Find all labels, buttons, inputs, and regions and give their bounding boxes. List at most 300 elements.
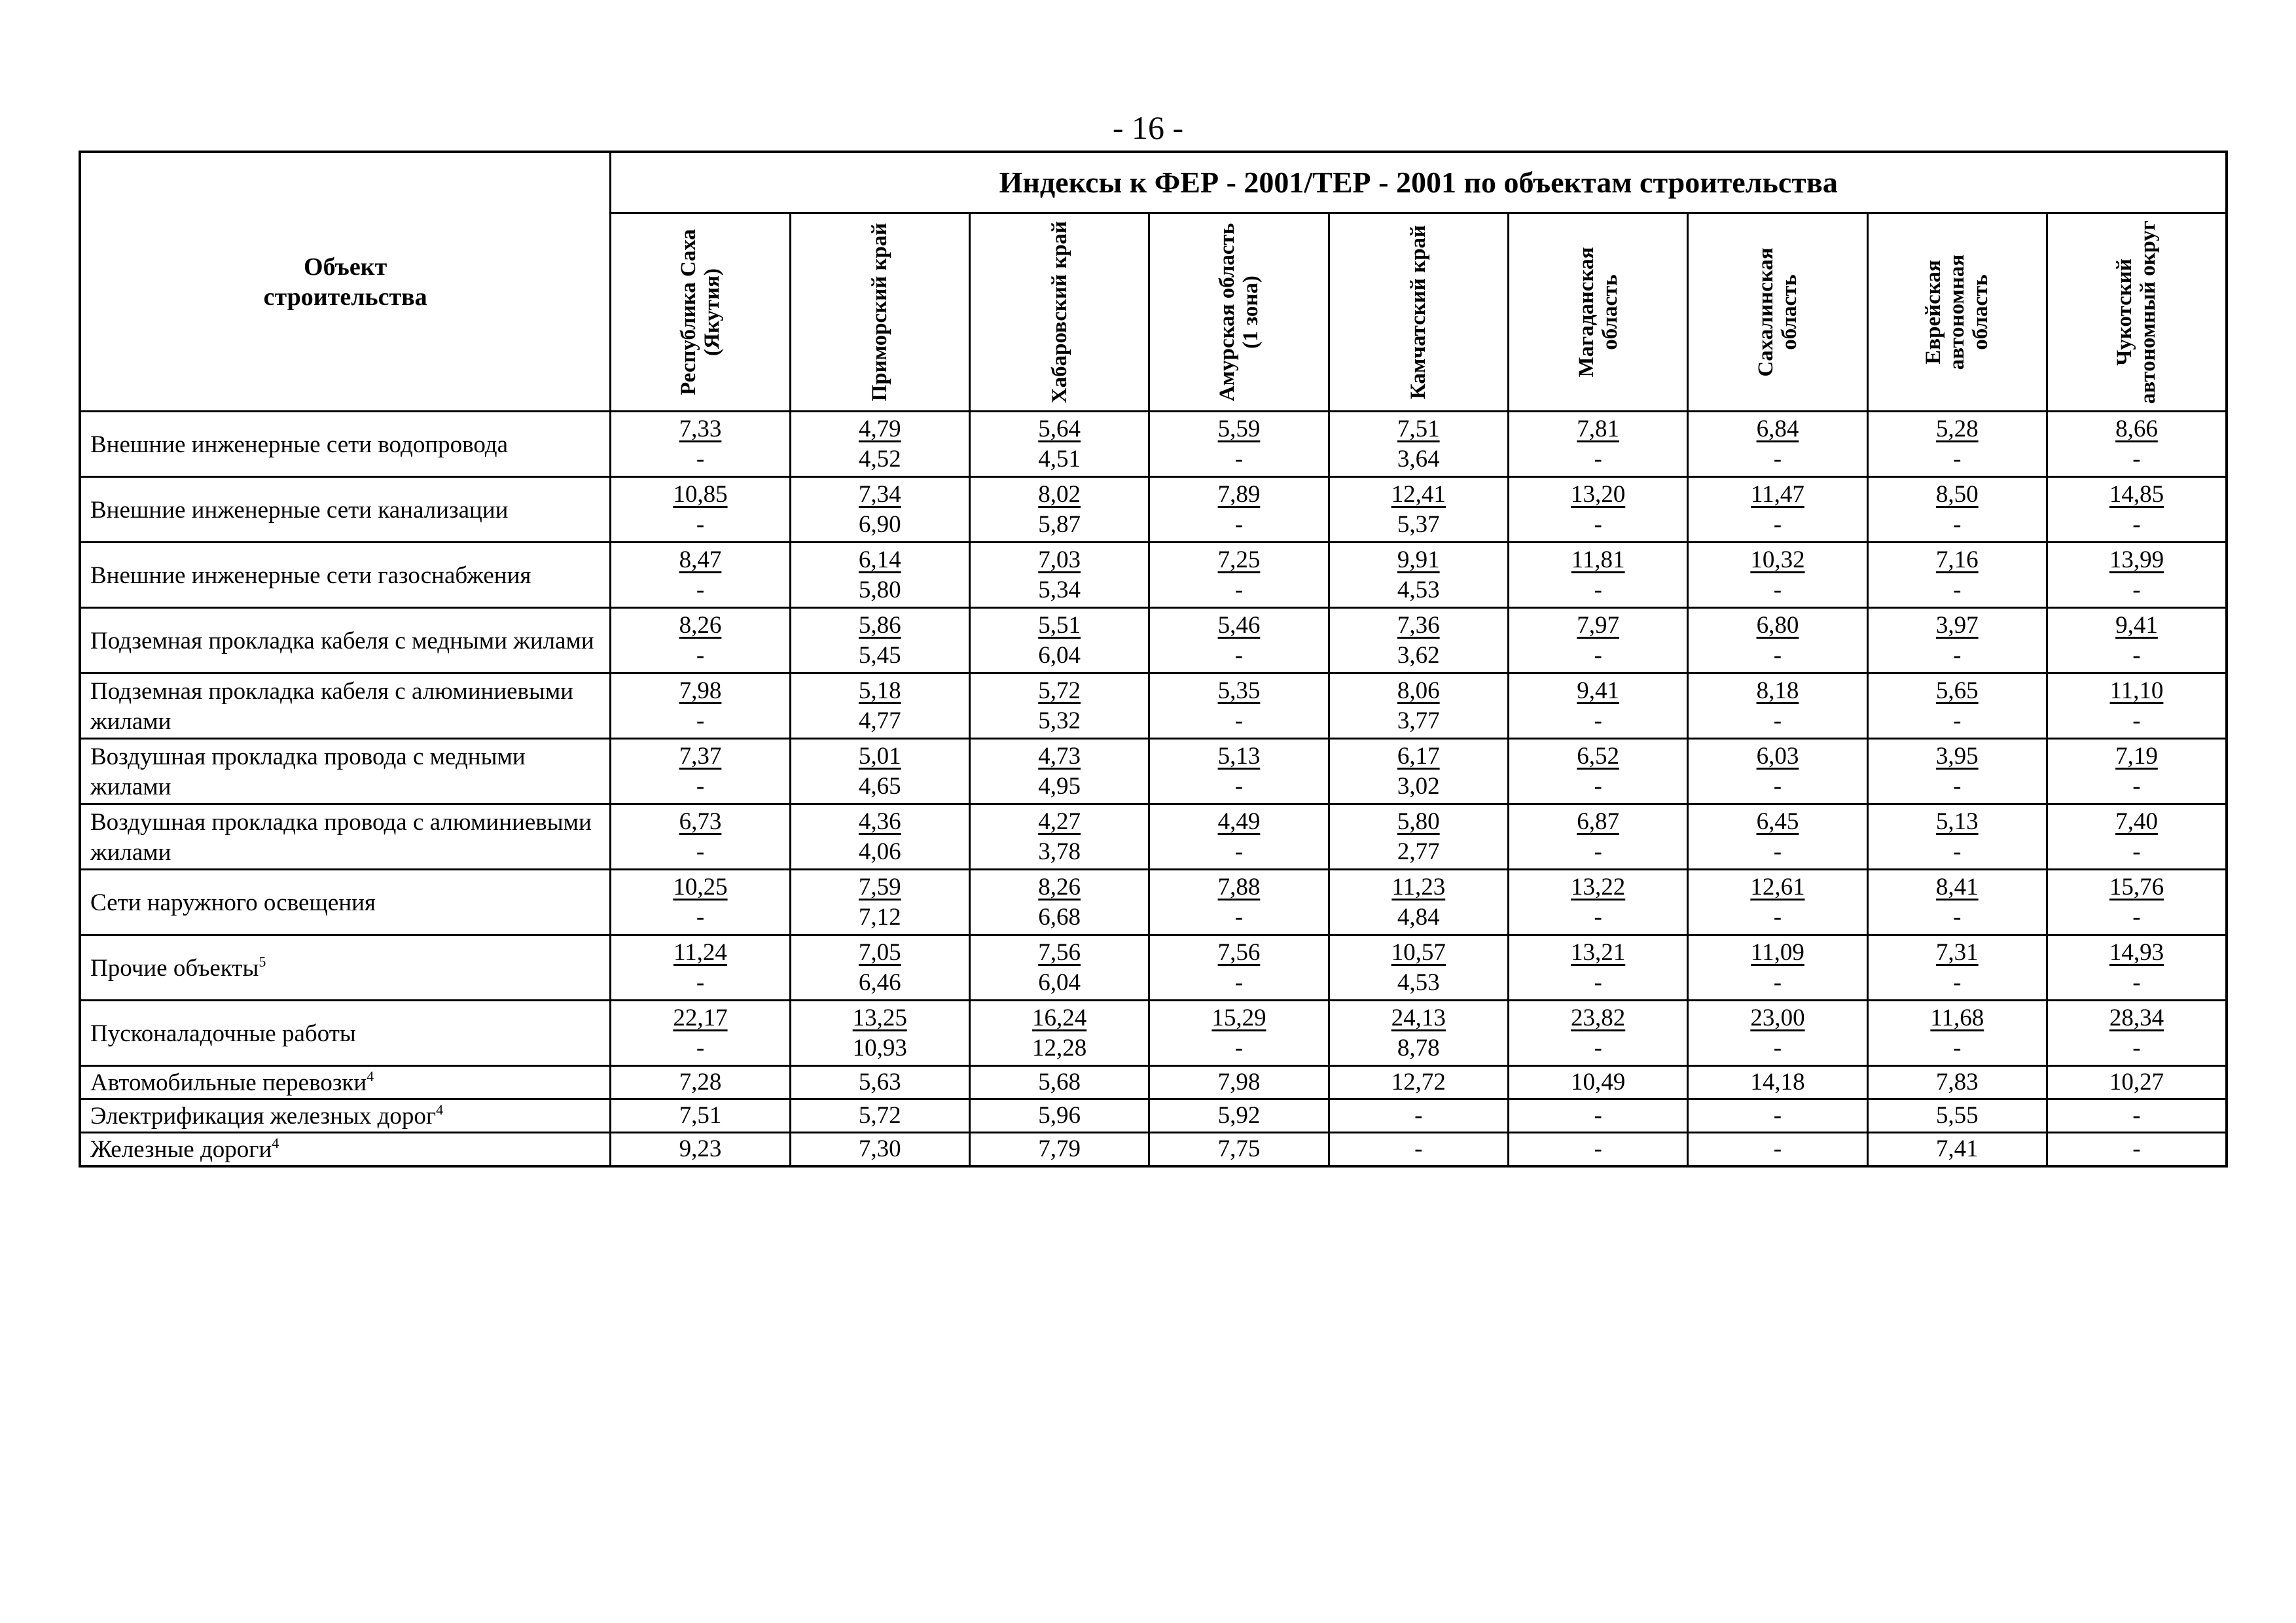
index-value-cell: [1149, 870, 1329, 935]
index-value-cell: 10,49: [1508, 1066, 1687, 1099]
object-name: Электрификация железных дорог: [90, 1103, 437, 1130]
index-value-bottom: -: [696, 576, 705, 603]
table-row: [80, 412, 2227, 477]
index-value-top: 3,95: [1935, 742, 1979, 770]
index-value-bottom: -: [696, 772, 705, 800]
index-value-top: 10,85: [673, 480, 728, 508]
index-value-top: 6,17: [1397, 742, 1440, 770]
index-value-bottom: -: [1953, 510, 1962, 538]
index-value-bottom: 12,28: [1032, 1034, 1087, 1061]
index-value-cell: [2047, 673, 2227, 739]
index-value-top: 7,40: [2115, 808, 2158, 835]
index-value-cell: [2047, 543, 2227, 608]
index-value-cell: [1329, 739, 1508, 804]
index-value-top: 4,27: [1038, 808, 1081, 835]
region-column-header: [1867, 213, 2047, 412]
construction-index-table: [79, 151, 2228, 1168]
index-value-bottom: 5,80: [858, 576, 901, 603]
index-value-bottom: 4,95: [1038, 772, 1081, 800]
index-value-top: 7,56: [1217, 938, 1261, 966]
page-number: - 16 -: [1112, 109, 1184, 146]
index-value-bottom: -: [2132, 772, 2141, 800]
index-value-bottom: 3,64: [1397, 445, 1440, 473]
table-row: [80, 1099, 2227, 1133]
index-value-cell: [1329, 673, 1508, 739]
region-column-header: [969, 213, 1149, 412]
index-value-top: 7,98: [679, 677, 722, 704]
index-value-bottom: -: [1773, 903, 1782, 931]
index-value-top: 7,34: [858, 480, 901, 508]
index-value-top: 8,02: [1038, 480, 1081, 508]
index-value-top: 7,37: [679, 742, 722, 770]
index-value-cell: [1867, 935, 2047, 1001]
index-value-top: 7,59: [858, 873, 901, 901]
index-value-bottom: -: [696, 903, 705, 931]
index-value-bottom: -: [1953, 903, 1962, 931]
index-value-top: 5,01: [858, 742, 901, 770]
index-value-cell: [1867, 608, 2047, 673]
index-value-cell: [1329, 935, 1508, 1001]
index-value-cell: 14,18: [1688, 1066, 1867, 1099]
index-value-top: 11,68: [1930, 1004, 1984, 1031]
index-value-cell: [969, 477, 1149, 543]
index-value-bottom: -: [1953, 772, 1962, 800]
index-value-cell: [1688, 804, 1867, 870]
region-column-header: [1688, 213, 1867, 412]
index-value-top: 10,32: [1750, 546, 1805, 573]
index-value-bottom: 5,34: [1038, 576, 1081, 603]
index-value-bottom: 7,12: [858, 903, 901, 931]
index-value-top: 7,33: [679, 415, 722, 442]
index-value-cell: [790, 543, 969, 608]
index-value-bottom: -: [696, 510, 705, 538]
index-value-cell: [969, 608, 1149, 673]
index-value-top: 7,89: [1217, 480, 1261, 508]
index-value-cell: 5,68: [969, 1066, 1149, 1099]
index-value-cell: [1149, 477, 1329, 543]
index-value-bottom: -: [1953, 641, 1962, 669]
index-group-header: Индексы к ФЕР - 2001/ТЕР - 2001 по объектам строительства: [611, 152, 2227, 213]
index-value-cell: 7,30: [790, 1133, 969, 1167]
index-value-cell: 7,28: [611, 1066, 790, 1099]
index-value-top: 14,85: [2109, 480, 2164, 508]
object-name: Внешние инженерные сети канализации: [90, 496, 509, 524]
index-value-cell: [1329, 804, 1508, 870]
index-value-top: 6,03: [1756, 742, 1799, 770]
index-value-cell: [790, 477, 969, 543]
index-value-top: 8,66: [2115, 415, 2158, 442]
index-value-top: 7,36: [1397, 611, 1440, 639]
index-value-top: 3,97: [1935, 611, 1979, 639]
index-value-top: 14,93: [2109, 938, 2164, 966]
index-value-cell: [611, 739, 790, 804]
table-header: [80, 152, 2227, 412]
footnote-marker: 4: [436, 1101, 444, 1118]
index-value-top: 11,81: [1571, 546, 1625, 573]
index-value-top: 10,57: [1391, 938, 1446, 966]
index-value-bottom: 3,78: [1038, 838, 1081, 865]
index-value-top: 16,24: [1032, 1004, 1087, 1031]
index-value-bottom: 6,90: [858, 510, 901, 538]
index-value-bottom: -: [2132, 838, 2141, 865]
index-value-bottom: 4,52: [858, 445, 901, 473]
index-value-bottom: -: [1953, 576, 1962, 603]
index-value-top: 6,87: [1577, 808, 1619, 835]
index-value-cell: -: [1329, 1099, 1508, 1133]
index-value-bottom: -: [1234, 903, 1244, 931]
object-name-cell: [80, 477, 611, 543]
index-value-cell: [1688, 543, 1867, 608]
index-value-bottom: -: [1594, 1034, 1602, 1061]
index-value-bottom: -: [1234, 772, 1244, 800]
table-row: [80, 1001, 2227, 1066]
index-value-cell: 7,75: [1149, 1133, 1329, 1167]
index-value-cell: [611, 608, 790, 673]
index-value-cell: -: [2047, 1133, 2227, 1167]
index-value-cell: [611, 412, 790, 477]
index-value-cell: [1149, 412, 1329, 477]
index-value-cell: [1329, 1001, 1508, 1066]
index-value-bottom: -: [1234, 1034, 1244, 1061]
index-value-cell: [1149, 804, 1329, 870]
index-value-top: 5,59: [1217, 415, 1261, 442]
index-value-bottom: -: [696, 707, 705, 734]
footnote-marker: 5: [259, 953, 266, 970]
index-value-bottom: 2,77: [1397, 838, 1440, 865]
index-value-cell: [2047, 1001, 2227, 1066]
index-value-bottom: -: [2132, 969, 2141, 996]
index-value-cell: [2047, 412, 2227, 477]
index-value-top: 6,52: [1577, 742, 1619, 770]
index-value-bottom: -: [1594, 772, 1602, 800]
index-value-top: 8,18: [1756, 677, 1799, 704]
index-value-top: 5,80: [1397, 808, 1440, 835]
index-value-bottom: 4,51: [1038, 445, 1081, 473]
index-value-cell: [2047, 935, 2227, 1001]
index-value-bottom: 6,04: [1038, 969, 1081, 996]
object-column-header: [80, 152, 611, 412]
object-name: Прочие объекты: [90, 954, 259, 982]
index-value-cell: [1508, 870, 1687, 935]
index-value-cell: 5,72: [790, 1099, 969, 1133]
index-value-cell: [969, 543, 1149, 608]
index-value-cell: [1867, 870, 2047, 935]
index-value-top: 5,46: [1217, 611, 1261, 639]
index-value-cell: [2047, 804, 2227, 870]
index-value-cell: 7,51: [611, 1099, 790, 1133]
index-value-cell: 7,79: [969, 1133, 1149, 1167]
index-value-bottom: 5,87: [1038, 510, 1081, 538]
index-value-cell: [1688, 477, 1867, 543]
region-label: Республика Саха (Якутия): [676, 229, 724, 395]
index-value-top: 7,25: [1217, 546, 1261, 573]
index-value-top: 9,41: [2115, 611, 2158, 639]
object-name-cell: [80, 673, 611, 739]
index-value-cell: [1508, 804, 1687, 870]
object-name-cell: [80, 1133, 611, 1167]
object-name-cell: [80, 1001, 611, 1066]
index-value-cell: [1149, 739, 1329, 804]
object-name: Воздушная прокладка провода с медными жилами: [90, 743, 526, 800]
object-name: Пусконаладочные работы: [90, 1020, 356, 1047]
index-value-top: 23,00: [1750, 1004, 1805, 1031]
object-name: Подземная прокладка кабеля с алюминиевыми жилами: [90, 677, 574, 735]
index-value-cell: [790, 870, 969, 935]
index-value-cell: [969, 412, 1149, 477]
table-row: [80, 804, 2227, 870]
index-value-top: 22,17: [673, 1004, 728, 1031]
index-value-bottom: -: [2132, 903, 2141, 931]
table-row: [80, 608, 2227, 673]
index-value-top: 8,06: [1397, 677, 1440, 704]
index-value-cell: [969, 739, 1149, 804]
index-value-bottom: 4,53: [1397, 576, 1440, 603]
index-value-cell: [1688, 608, 1867, 673]
index-value-bottom: -: [2132, 576, 2141, 603]
index-value-bottom: -: [1234, 510, 1244, 538]
index-value-top: 6,14: [858, 546, 901, 573]
index-value-bottom: -: [696, 1034, 705, 1061]
index-value-top: 6,73: [679, 808, 722, 835]
index-value-bottom: -: [2132, 707, 2141, 734]
index-value-bottom: 8,78: [1397, 1034, 1440, 1061]
index-value-cell: -: [2047, 1099, 2227, 1133]
index-value-cell: [1867, 673, 2047, 739]
index-value-cell: [1508, 477, 1687, 543]
index-value-top: 7,05: [858, 938, 901, 966]
header-row-group: [80, 152, 2227, 213]
index-value-top: 13,25: [852, 1004, 907, 1031]
index-value-cell: [1508, 739, 1687, 804]
index-value-top: 5,18: [858, 677, 901, 704]
index-value-top: 7,51: [1397, 415, 1440, 442]
index-value-top: 7,31: [1935, 938, 1979, 966]
index-value-cell: [969, 673, 1149, 739]
index-value-top: 15,76: [2109, 873, 2164, 901]
index-value-bottom: 3,62: [1397, 641, 1440, 669]
index-value-bottom: 5,32: [1038, 707, 1081, 734]
index-value-bottom: 5,45: [858, 641, 901, 669]
index-value-top: 10,25: [673, 873, 728, 901]
object-name-cell: [80, 739, 611, 804]
table-row: [80, 1133, 2227, 1167]
object-name: Внешние инженерные сети газоснабжения: [90, 562, 531, 589]
region-column-header: [790, 213, 969, 412]
index-value-top: 4,36: [858, 808, 901, 835]
index-value-bottom: -: [1594, 969, 1602, 996]
index-value-cell: [1508, 412, 1687, 477]
table-row: [80, 673, 2227, 739]
index-value-bottom: -: [1234, 707, 1244, 734]
index-value-cell: [969, 1001, 1149, 1066]
object-name-cell: [80, 804, 611, 870]
index-value-cell: [790, 412, 969, 477]
object-name: Воздушная прокладка провода с алюминиевыми жилами: [90, 808, 592, 866]
index-value-top: 7,03: [1038, 546, 1081, 573]
index-value-bottom: 3,77: [1397, 707, 1440, 734]
index-value-top: 5,35: [1217, 677, 1261, 704]
index-value-cell: [1688, 673, 1867, 739]
object-name-cell: [80, 935, 611, 1001]
index-value-bottom: -: [1773, 969, 1782, 996]
index-value-cell: [611, 543, 790, 608]
index-value-top: 11,09: [1751, 938, 1804, 966]
index-value-top: 5,51: [1038, 611, 1081, 639]
index-value-cell: 10,27: [2047, 1066, 2227, 1099]
index-value-bottom: -: [2132, 445, 2141, 473]
index-value-bottom: -: [1594, 707, 1602, 734]
index-value-top: 7,56: [1038, 938, 1081, 966]
index-value-top: 4,73: [1038, 742, 1081, 770]
index-value-top: 13,20: [1570, 480, 1626, 508]
index-value-bottom: -: [1773, 576, 1782, 603]
footnote-marker: 4: [272, 1135, 279, 1151]
index-value-cell: 5,96: [969, 1099, 1149, 1133]
index-value-cell: [1508, 935, 1687, 1001]
object-name-cell: [80, 412, 611, 477]
index-value-cell: 7,98: [1149, 1066, 1329, 1099]
index-value-cell: [1508, 673, 1687, 739]
index-value-top: 6,80: [1756, 611, 1799, 639]
index-value-top: 7,81: [1577, 415, 1619, 442]
index-value-top: 12,41: [1391, 480, 1446, 508]
index-value-cell: [1867, 739, 2047, 804]
index-value-top: 5,86: [858, 611, 901, 639]
index-value-top: 12,61: [1750, 873, 1805, 901]
index-value-bottom: -: [2132, 510, 2141, 538]
index-value-bottom: -: [1773, 1034, 1782, 1061]
index-value-cell: -: [1688, 1099, 1867, 1133]
index-value-bottom: -: [1953, 969, 1962, 996]
index-value-top: 28,34: [2109, 1004, 2164, 1031]
index-value-top: 7,88: [1217, 873, 1261, 901]
index-value-bottom: 4,84: [1397, 903, 1440, 931]
object-column-label: Объект строительства: [263, 253, 427, 311]
region-label: Еврейская автономная область: [1922, 254, 1993, 370]
index-value-top: 11,10: [2109, 677, 2164, 704]
region-column-header: [1508, 213, 1687, 412]
index-value-bottom: -: [1234, 838, 1244, 865]
index-value-bottom: -: [1234, 445, 1244, 473]
table-row: [80, 870, 2227, 935]
index-value-bottom: -: [1953, 707, 1962, 734]
index-value-cell: [2047, 608, 2227, 673]
index-value-cell: [1688, 1001, 1867, 1066]
object-name: Подземная прокладка кабеля с медными жилами: [90, 627, 594, 654]
object-name-cell: [80, 1066, 611, 1099]
index-value-bottom: -: [1594, 445, 1602, 473]
object-name: Автомобильные перевозки: [90, 1069, 367, 1096]
index-value-top: 11,23: [1391, 873, 1446, 901]
index-value-bottom: -: [1594, 510, 1602, 538]
index-value-cell: [790, 673, 969, 739]
index-value-top: 6,45: [1756, 808, 1799, 835]
region-label: Камчатский край: [1407, 224, 1431, 400]
index-value-bottom: -: [1773, 772, 1782, 800]
index-value-bottom: -: [696, 445, 705, 473]
index-value-top: 5,28: [1935, 415, 1979, 442]
index-value-bottom: 4,06: [858, 838, 901, 865]
index-value-bottom: -: [1953, 838, 1962, 865]
index-value-cell: [1508, 1001, 1687, 1066]
index-value-top: 9,91: [1397, 546, 1440, 573]
index-value-cell: -: [1508, 1099, 1687, 1133]
index-value-top: 8,26: [679, 611, 722, 639]
index-value-bottom: -: [1594, 576, 1602, 603]
index-value-bottom: -: [696, 838, 705, 865]
index-value-cell: [1508, 608, 1687, 673]
index-value-bottom: 4,77: [858, 707, 901, 734]
index-value-top: 4,49: [1217, 808, 1261, 835]
index-value-cell: [1508, 543, 1687, 608]
index-value-cell: -: [1688, 1133, 1867, 1167]
index-value-top: 5,72: [1038, 677, 1081, 704]
index-value-cell: [969, 935, 1149, 1001]
index-value-cell: [790, 739, 969, 804]
object-name-cell: [80, 608, 611, 673]
region-label: Магаданская область: [1574, 247, 1622, 378]
table-row: [80, 1066, 2227, 1099]
region-label: Чукотский автономный округ: [2113, 220, 2161, 404]
object-name-cell: [80, 870, 611, 935]
index-value-cell: [1867, 412, 2047, 477]
index-value-cell: -: [1508, 1133, 1687, 1167]
table-body: [80, 412, 2227, 1167]
region-label: Сахалинская область: [1753, 247, 1801, 377]
index-value-cell: [1867, 804, 2047, 870]
object-name: Внешние инженерные сети водопровода: [90, 431, 509, 458]
object-name: Сети наружного освещения: [90, 889, 376, 916]
index-value-bottom: 6,46: [858, 969, 901, 996]
index-value-top: 6,84: [1756, 415, 1799, 442]
table-row: [80, 739, 2227, 804]
index-value-cell: [1688, 412, 1867, 477]
region-label: Приморский край: [868, 223, 892, 402]
index-value-bottom: -: [1773, 707, 1782, 734]
index-value-cell: 7,83: [1867, 1066, 2047, 1099]
index-value-cell: [2047, 870, 2227, 935]
index-value-bottom: -: [1234, 969, 1244, 996]
index-value-cell: [611, 870, 790, 935]
index-value-cell: 12,72: [1329, 1066, 1508, 1099]
index-value-bottom: -: [696, 969, 705, 996]
index-value-cell: 5,55: [1867, 1099, 2047, 1133]
index-value-top: 4,79: [858, 415, 901, 442]
index-value-cell: [1867, 543, 2047, 608]
index-value-top: 23,82: [1570, 1004, 1626, 1031]
region-column-header: [2047, 213, 2227, 412]
index-value-cell: [1867, 1001, 2047, 1066]
index-value-cell: [2047, 739, 2227, 804]
index-value-top: 7,97: [1577, 611, 1619, 639]
index-value-top: 7,16: [1935, 546, 1979, 573]
index-value-top: 7,19: [2115, 742, 2158, 770]
index-value-cell: [1688, 739, 1867, 804]
index-value-bottom: 4,65: [858, 772, 901, 800]
index-value-bottom: -: [1594, 838, 1602, 865]
index-value-cell: [1329, 477, 1508, 543]
index-value-cell: [611, 673, 790, 739]
index-value-cell: 9,23: [611, 1133, 790, 1167]
index-value-top: 11,47: [1751, 480, 1804, 508]
index-value-bottom: -: [1234, 641, 1244, 669]
index-value-top: 13,22: [1570, 873, 1626, 901]
index-value-top: 5,65: [1935, 677, 1979, 704]
index-value-cell: [1329, 543, 1508, 608]
index-value-cell: [1149, 543, 1329, 608]
index-value-bottom: -: [1594, 903, 1602, 931]
object-name-cell: [80, 1099, 611, 1133]
